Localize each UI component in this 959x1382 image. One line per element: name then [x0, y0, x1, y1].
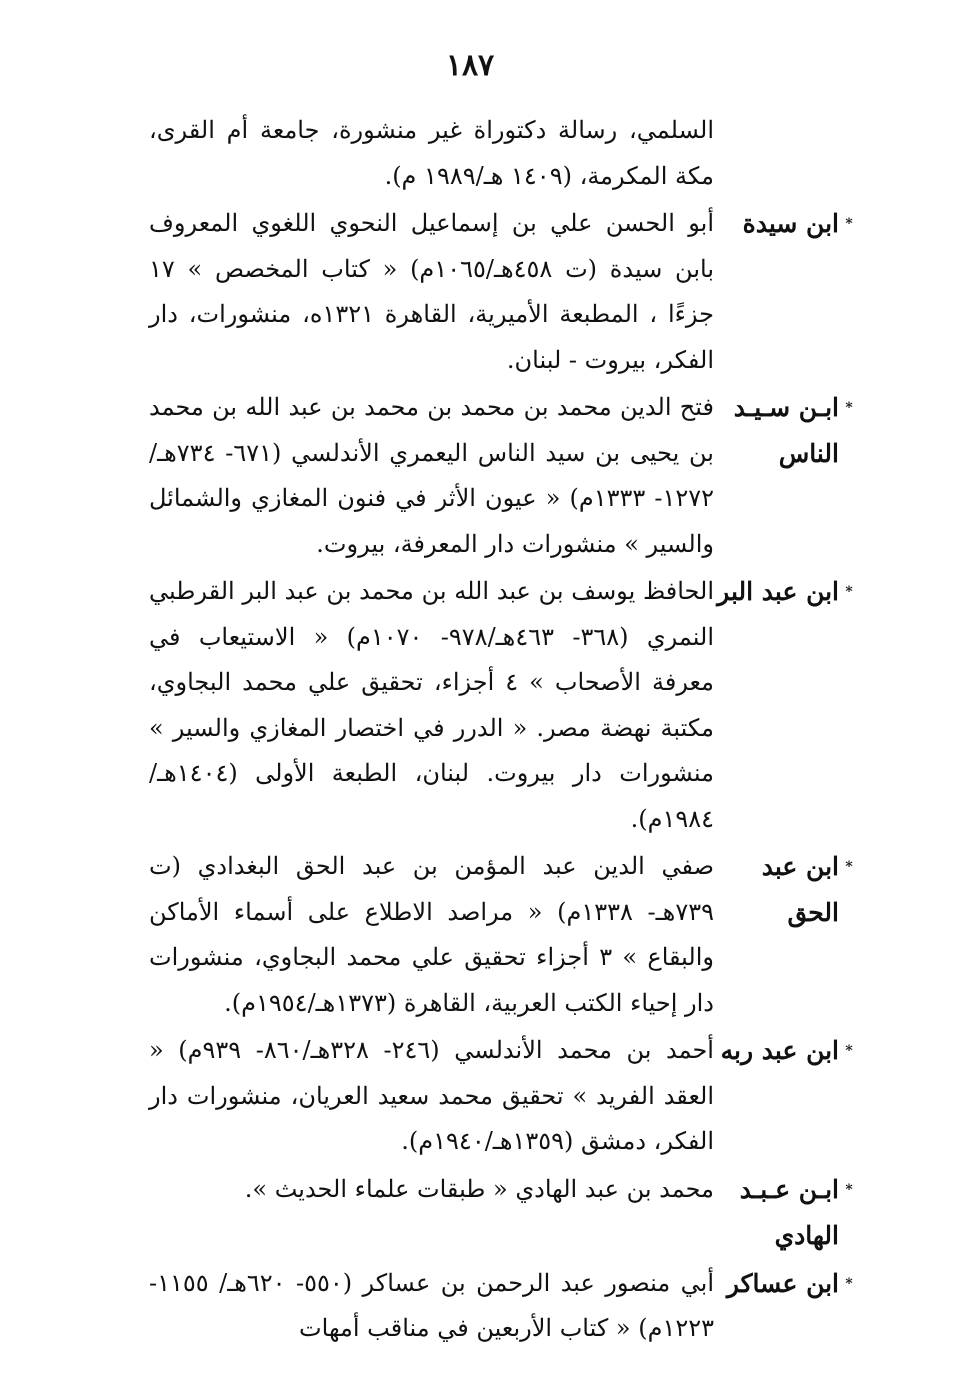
bibliography-entry-ibn-asakir: [109, 1261, 859, 1352]
entry-author: ابن عبد الحق: [761, 852, 839, 927]
entry-heading: [714, 844, 859, 936]
entry-heading: [714, 1167, 859, 1259]
entry-author: ابن عساكر: [726, 1268, 839, 1298]
entry-description: أبو الحسن علي بن إسماعيل النحوي اللغوي المعروف بابن سيدة (ت ٤٥٨هـ/١٠٦٥م) « كتاب المخصص » ١٧ جزءًا ، المطبعة الأميرية، القاهرة ١٣٢١ه، منشورات، دار الفكر، بيروت - لبنان.: [149, 209, 715, 374]
bibliography-entry-ibn-abd-al-haqq: [109, 844, 859, 1026]
entry-description: أحمد بن محمد الأندلسي (٢٤٦- ٣٢٨هـ/٨٦٠- ٩٣٩م) « العقد الفريد » تحقيق محمد سعيد العريان، منشورات دار الفكر، دمشق (١٣٥٩هـ/١٩٤٠م).: [149, 1036, 714, 1155]
bibliography-list: [109, 108, 859, 1354]
bibliography-entry-ibn-sayyid-al-nas: [109, 385, 859, 567]
asterisk-marker: *: [845, 1181, 853, 1198]
entry-author: ابـن سـيـد الناس: [733, 393, 839, 468]
entry-heading: [714, 569, 859, 615]
entry-heading: [714, 201, 859, 247]
entry-description: محمد بن عبد الهادي « طبقات علماء الحديث ».: [244, 1174, 714, 1203]
bibliography-entry-ibn-sidah: [109, 201, 859, 383]
entry-description: أبي منصور عبد الرحمن بن عساكر (٥٥٠- ٦٢٠هـ/ ١١٥٥- ١٢٢٣م) « كتاب الأربعين في مناقب أمهات: [149, 1268, 714, 1342]
page-number: ١٨٧: [445, 48, 495, 83]
entry-heading: [714, 1261, 859, 1307]
entry-heading: [714, 1028, 859, 1074]
asterisk-marker: *: [845, 400, 853, 416]
bibliography-entry-ibn-abd-al-hadi: [109, 1167, 859, 1259]
bibliography-entry-ibn-abd-al-barr: [109, 569, 859, 842]
entry-description: الحافظ يوسف بن عبد الله بن محمد بن عبد البر القرطبي النمري (٣٦٨- ٤٦٣هـ/٩٧٨- ١٠٧٠م) « الاستيعاب في معرفة الأصحاب » ٤ أجزاء، تحقيق علي محمد البجاوي، مكتبة نهضة مصر. « الدرر في اختصار المغازي والسير » منشورات دار بيروت. لبنان، الطبعة الأولى (١٤٠٤هـ/ ١٩٨٤م).: [149, 577, 714, 833]
entry-description: فتح الدين محمد بن محمد بن محمد بن عبد الله بن محمد بن يحيى بن سيد الناس اليعمري الأندلسي (٦٧١- ٧٣٤هـ/ ١٢٧٢- ١٣٣٣م) « عيون الأثر في فنون المغازي والشمائل والسير » منشورات دار المعرفة، بيروت.: [149, 393, 714, 558]
entry-author: ابن سيدة: [742, 209, 839, 238]
asterisk-marker: *: [845, 1043, 853, 1059]
asterisk-marker: *: [845, 584, 853, 600]
entry-author: ابـن عـبـد الهادي: [739, 1174, 839, 1250]
asterisk-marker: *: [845, 859, 853, 875]
bibliography-entry-ibn-abd-rabbih: [109, 1028, 859, 1165]
continued-entry-text: السلمي، رسالة دكتوراة غير منشورة، جامعة أم القرى، مكة المكرمة، (١٤٠٩ هـ/١٩٨٩ م).: [149, 116, 714, 190]
entry-description: صفي الدين عبد المؤمن بن عبد الحق البغدادي (ت ٧٣٩هـ- ١٣٣٨م) « مراصد الاطلاع على أسماء الأماكن والبقاع » ٣ أجزاء تحقيق علي محمد البجاوي، منشورات دار إحياء الكتب العربية، القاهرة (١٣٧٣هـ/١٩٥٤م).: [149, 852, 714, 1017]
entry-author: ابن عبد ربه: [720, 1036, 839, 1065]
entry-heading: [714, 385, 859, 477]
asterisk-marker: *: [845, 1275, 853, 1292]
entry-author: ابن عبد البر: [717, 577, 839, 606]
asterisk-marker: *: [845, 216, 853, 232]
